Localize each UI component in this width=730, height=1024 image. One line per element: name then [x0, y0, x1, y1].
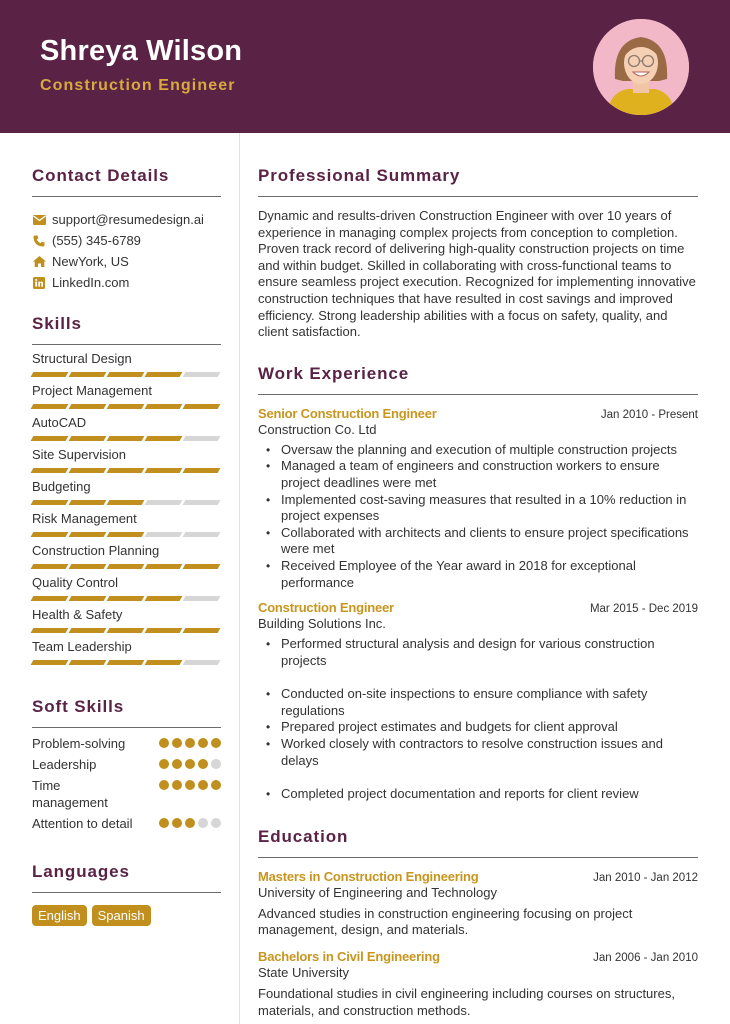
skill-item [32, 351, 221, 377]
skill-item [32, 639, 221, 665]
skill-item [32, 575, 221, 601]
rating-dot-icon [211, 818, 221, 828]
skill-item [32, 415, 221, 441]
resume-header [0, 0, 730, 133]
rating-bar-segment [31, 660, 69, 665]
skills-section [32, 314, 221, 665]
skill-label: Budgeting [32, 479, 91, 494]
rating-bar-segment [183, 532, 221, 537]
rating-bar-segment [31, 628, 69, 633]
education-entry [258, 869, 698, 939]
degree-title: Bachelors in Civil Engineering [258, 949, 440, 965]
skill-rating [32, 532, 221, 537]
soft-skill-rating [159, 759, 221, 769]
section-heading: Education [258, 826, 349, 846]
skill-rating [32, 404, 221, 409]
soft-skill-rating [159, 818, 221, 828]
rating-bar-segment [107, 596, 145, 601]
rating-dot-icon [172, 738, 182, 748]
education-dates: Jan 2006 - Jan 2010 [593, 952, 698, 965]
right-column [258, 133, 698, 1019]
skill-label: Risk Management [32, 511, 137, 526]
rating-bar-segment [145, 564, 183, 569]
contact-email[interactable] [32, 209, 221, 230]
contact-location [32, 251, 221, 272]
bullet-item: • Prepared project estimates and budgets for client approval [258, 719, 698, 736]
job-bullets [258, 636, 698, 803]
contact-section [32, 166, 221, 293]
rating-bar-segment [183, 436, 221, 441]
rating-bar-segment [31, 468, 69, 473]
rating-bar-segment [69, 532, 107, 537]
soft-skill-label: Attention to detail [32, 816, 133, 831]
bullet-item: • Received Employee of the Year award in 2018 for exceptional performance [258, 558, 698, 591]
job-dates: Mar 2015 - Dec 2019 [589, 603, 698, 616]
rating-bar-segment [145, 436, 183, 441]
rating-bar-segment [183, 468, 221, 473]
rating-dot-icon [159, 780, 169, 790]
phone-icon [32, 234, 46, 248]
education-dates: Jan 2010 - Jan 2012 [593, 871, 698, 884]
skill-item [32, 479, 221, 505]
rating-bar-segment [107, 404, 145, 409]
bullet-item: • Completed project documentation and reports for client review [258, 786, 698, 803]
rating-bar-segment [31, 564, 69, 569]
education-section [258, 827, 698, 1019]
rating-bar-segment [183, 628, 221, 633]
degree-title: Masters in Construction Engineering [258, 868, 479, 884]
envelope-icon [32, 213, 46, 227]
skill-label: Structural Design [32, 351, 132, 366]
school-name: State University [258, 965, 350, 981]
skill-label: Team Leadership [32, 639, 132, 654]
rating-bar-segment [145, 532, 183, 537]
skill-label: AutoCAD [32, 415, 87, 430]
job-title: Construction Engineer [258, 600, 394, 616]
rating-bar-segment [31, 500, 69, 505]
school-name: University of Engineering and Technology [258, 884, 497, 900]
section-heading: Languages [32, 862, 130, 881]
skill-rating [32, 564, 221, 569]
rating-bar-segment [183, 660, 221, 665]
rating-bar-segment [31, 404, 69, 409]
rating-bar-segment [183, 596, 221, 601]
avatar [593, 19, 689, 115]
rating-bar-segment [145, 660, 183, 665]
skill-item [32, 543, 221, 569]
rating-bar-segment [69, 500, 107, 505]
rating-bar-segment [69, 436, 107, 441]
rating-dot-icon [198, 780, 208, 790]
contact-text: NewYork, US [52, 254, 129, 269]
rating-bar-segment [145, 500, 183, 505]
bullet-item: • Worked closely with contractors to resolve construction issues and delays [258, 736, 698, 769]
rating-bar-segment [145, 372, 183, 377]
contact-text: support@resumedesign.ai [52, 212, 204, 227]
skill-rating [32, 660, 221, 665]
skill-rating [32, 468, 221, 473]
rating-bar-segment [107, 436, 145, 441]
contact-phone[interactable] [32, 230, 221, 251]
rating-bar-segment [69, 564, 107, 569]
section-divider [32, 892, 221, 893]
education-entry [258, 949, 698, 1019]
rating-bar-segment [145, 404, 183, 409]
rating-bar-segment [107, 660, 145, 665]
soft-skill-item [32, 756, 221, 773]
skill-item [32, 383, 221, 409]
language-badge: English [32, 905, 87, 926]
experience-section [258, 364, 698, 803]
soft-skill-item [32, 815, 221, 832]
rating-dot-icon [159, 818, 169, 828]
section-heading: Contact Details [32, 166, 170, 185]
languages-section [32, 862, 221, 926]
soft-skill-item [32, 777, 221, 811]
soft-skill-rating [159, 780, 221, 790]
skill-rating [32, 436, 221, 441]
skill-label: Project Management [32, 383, 152, 398]
rating-bar-segment [145, 468, 183, 473]
rating-dot-icon [172, 759, 182, 769]
bullet-item: • Oversaw the planning and execution of multiple construction projects [258, 442, 698, 459]
bullet-item: • Performed structural analysis and design for various construction projects [258, 636, 698, 669]
skill-rating [32, 372, 221, 377]
rating-bar-segment [69, 660, 107, 665]
rating-dot-icon [211, 780, 221, 790]
rating-dot-icon [159, 759, 169, 769]
rating-bar-segment [69, 628, 107, 633]
rating-bar-segment [183, 372, 221, 377]
job-entry [258, 600, 698, 803]
rating-bar-segment [107, 468, 145, 473]
section-divider [258, 394, 698, 395]
rating-bar-segment [31, 596, 69, 601]
skill-label: Site Supervision [32, 447, 126, 462]
rating-bar-segment [107, 500, 145, 505]
section-divider [258, 857, 698, 858]
summary-text: Dynamic and results-driven Construction Engineer with over 10 years of experience in managing complex projects from conception to completion. Proven track record of delivering high-quality construction projects on time and within budget. Skilled in collaborating with cross-functional teams to ensure seamless project execution. Recognized for implementing innovative construction techniques that have resulted in cost savings and improved efficiency. Strong leadership abilities with a focus on safety, quality, and client satisfaction. [258, 208, 696, 340]
rating-dot-icon [198, 738, 208, 748]
rating-dot-icon [185, 780, 195, 790]
rating-bar-segment [145, 628, 183, 633]
candidate-name: Shreya Wilson [40, 35, 243, 67]
bullet-item: • Collaborated with architects and clients to ensure project specifications were met [258, 525, 698, 558]
skill-item [32, 607, 221, 633]
skill-rating [32, 596, 221, 601]
rating-bar-segment [69, 596, 107, 601]
rating-bar-segment [107, 372, 145, 377]
job-dates: Jan 2010 - Present [600, 408, 698, 421]
skills-list [32, 351, 221, 665]
rating-bar-segment [183, 404, 221, 409]
rating-dot-icon [159, 738, 169, 748]
rating-dot-icon [185, 759, 195, 769]
skill-label: Construction Planning [32, 543, 160, 558]
job-company: Construction Co. Ltd [258, 421, 377, 437]
section-heading: Work Experience [258, 363, 410, 383]
section-divider [32, 344, 221, 345]
rating-bar-segment [69, 404, 107, 409]
job-entry [258, 406, 698, 591]
rating-bar-segment [183, 500, 221, 505]
rating-dot-icon [185, 738, 195, 748]
bullet-item: • Conducted on-site inspections to ensure compliance with safety regulations [258, 686, 698, 719]
contact-text: LinkedIn.com [52, 275, 130, 290]
section-heading: Skills [32, 314, 82, 333]
column-divider [239, 133, 240, 1024]
left-column [32, 133, 221, 926]
section-heading: Soft Skills [32, 697, 125, 716]
skill-item [32, 511, 221, 537]
rating-dot-icon [198, 759, 208, 769]
soft-skills-section [32, 697, 221, 832]
rating-bar-segment [107, 564, 145, 569]
rating-dot-icon [185, 818, 195, 828]
section-divider [258, 196, 698, 197]
section-divider [32, 727, 221, 728]
soft-skill-label: Problem-solving [32, 736, 126, 751]
soft-skill-item [32, 735, 221, 752]
job-bullets [258, 442, 698, 591]
rating-bar-segment [31, 436, 69, 441]
contact-text: (555) 345-6789 [52, 233, 141, 248]
skill-rating [32, 628, 221, 633]
linkedin-icon [32, 276, 46, 290]
section-divider [32, 196, 221, 197]
rating-bar-segment [69, 468, 107, 473]
candidate-title: Construction Engineer [40, 77, 236, 94]
rating-bar-segment [31, 532, 69, 537]
rating-bar-segment [107, 628, 145, 633]
contact-linkedin[interactable] [32, 272, 221, 293]
rating-bar-segment [31, 372, 69, 377]
soft-skill-label: Leadership [32, 757, 97, 772]
rating-bar-segment [145, 596, 183, 601]
job-company: Building Solutions Inc. [258, 616, 386, 632]
rating-dot-icon [211, 759, 221, 769]
rating-bar-segment [69, 372, 107, 377]
rating-dot-icon [198, 818, 208, 828]
skill-item [32, 447, 221, 473]
section-heading: Professional Summary [258, 166, 461, 185]
rating-dot-icon [172, 818, 182, 828]
soft-skill-label: Time management [32, 778, 108, 810]
summary-section [258, 166, 698, 341]
skill-rating [32, 500, 221, 505]
education-description: Foundational studies in civil engineering including courses on structures, materials, and construction methods. [258, 986, 675, 1018]
skill-label: Quality Control [32, 575, 118, 590]
rating-dot-icon [172, 780, 182, 790]
job-title: Senior Construction Engineer [258, 405, 437, 421]
bullet-item: • Managed a team of engineers and construction workers to ensure project deadlines were met [258, 458, 698, 491]
education-description: Advanced studies in construction engineering focusing on project management, design, and materials. [258, 905, 633, 938]
profile-photo-icon [593, 19, 689, 115]
rating-bar-segment [183, 564, 221, 569]
rating-bar-segment [107, 532, 145, 537]
language-badge: Spanish [92, 905, 151, 926]
home-icon [32, 255, 46, 269]
bullet-item: • Implemented cost-saving measures that resulted in a 10% reduction in project expenses [258, 492, 698, 525]
rating-dot-icon [211, 738, 221, 748]
skill-label: Health & Safety [32, 607, 123, 622]
soft-skill-rating [159, 738, 221, 748]
